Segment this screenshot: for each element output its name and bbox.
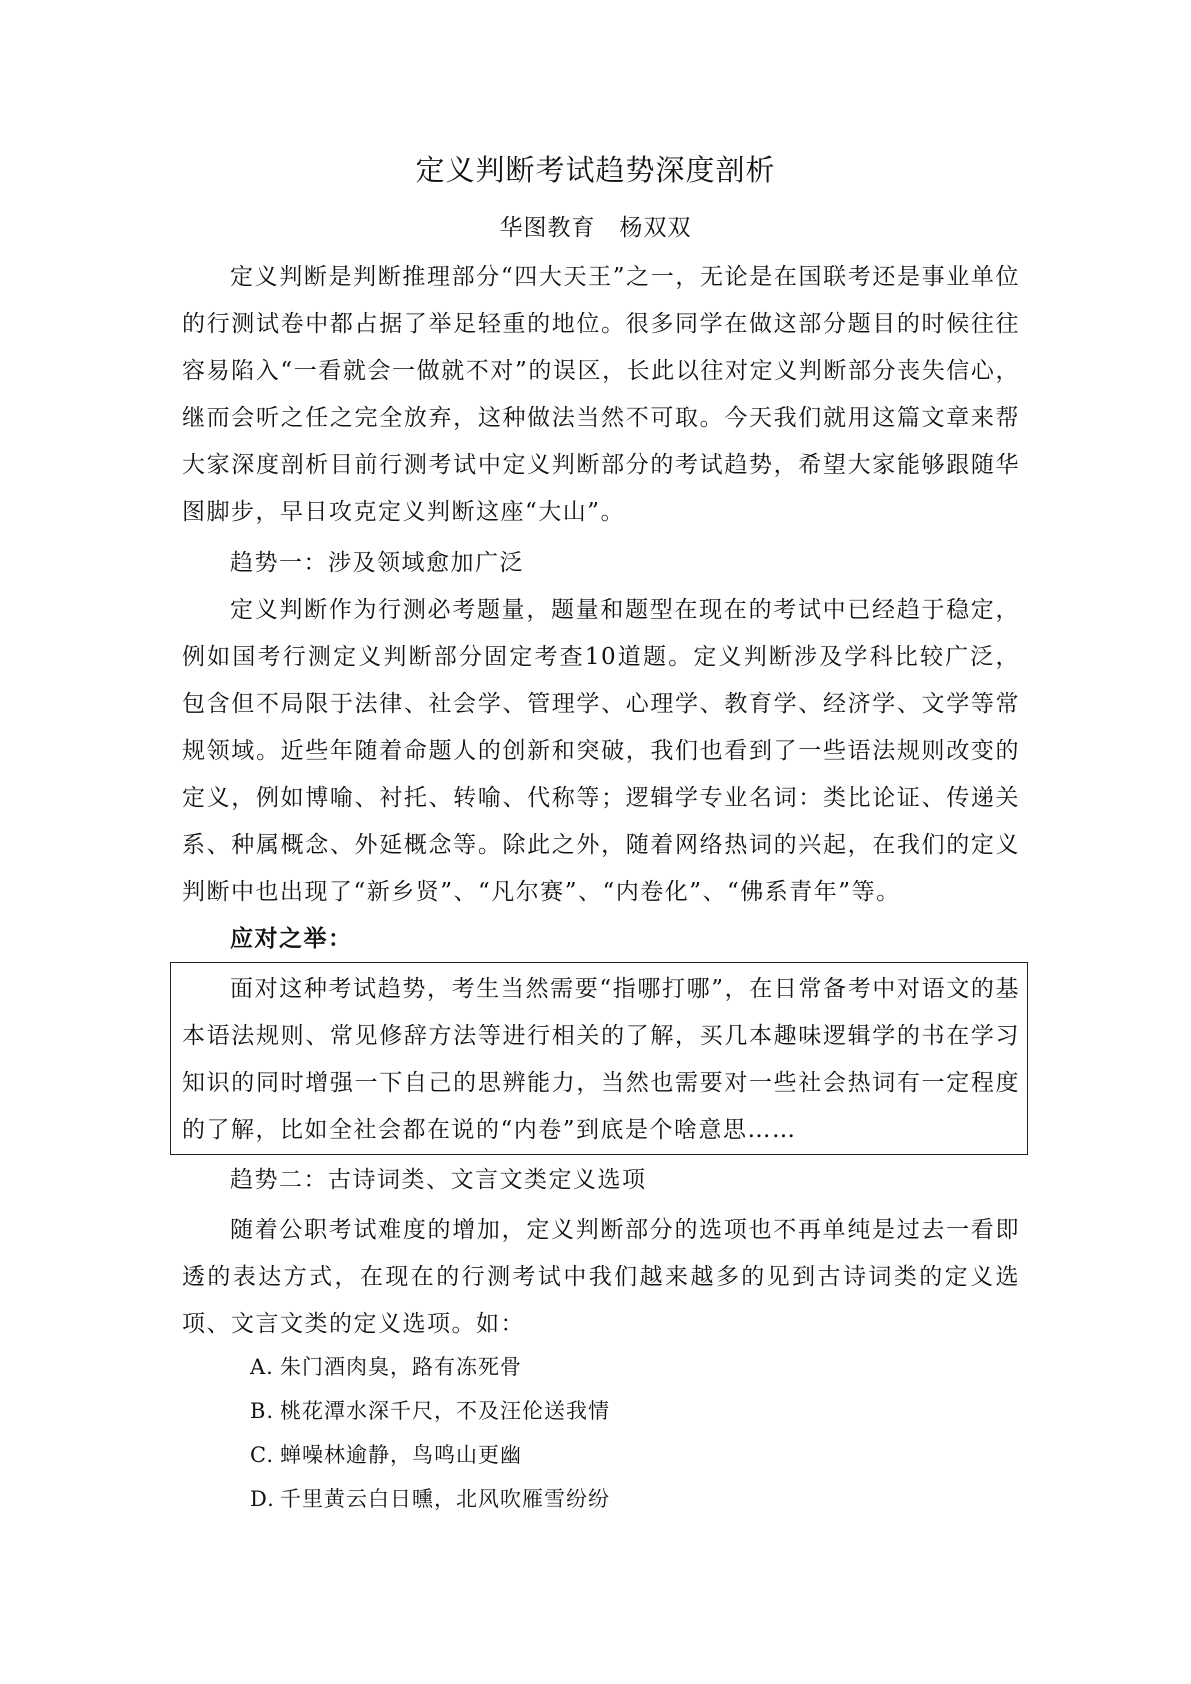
trend1-heading: 趋势一：涉及领域愈加广泛: [230, 550, 524, 576]
byline-organization: 华图教育: [499, 215, 596, 241]
response-label: 应对之举：: [230, 925, 353, 952]
response-paragraph: 面对这种考试趋势，考生当然需要“指哪打哪”，在日常备考中对语文的基本语法规则、常见修辞方法等进行相关的了解，买几本趣味逻辑学的书在学习知识的同时增强一下自己的思辨能力，当然也需要对一些社会热词有一定程度的了解，比如全社会都在说的“内卷”到底是个啥意思……: [182, 976, 1020, 1143]
example-options-list: [250, 1345, 950, 1521]
intro-paragraph: 定义判断是判断推理部分“四大天王”之一，无论是在国联考还是事业单位的行测试卷中都占据了举足轻重的地位。很多同学在做这部分题目的时候往往容易陷入“一看就会一做就不对”的误区，长此以往对定义判断部分丧失信心，继而会听之任之完全放弃，这种做法当然不可取。今天我们就用这篇文章来帮大家深度剖析目前行测考试中定义判断部分的考试趋势，希望大家能够跟随华图脚步，早日攻克定义判断这座“大山”。: [182, 264, 1020, 525]
option-item: [250, 1433, 950, 1477]
trend1-paragraph: 定义判断作为行测必考题量，题量和题型在现在的考试中已经趋于稳定，例如国考行测定义判断部分固定考查10道题。定义判断涉及学科比较广泛，包含但不局限于法律、社会学、管理学、心理学、教育学、经济学、文学等常规领域。近些年随着命题人的创新和突破，我们也看到了一些语法规则改变的定义，例如博喻、衬托、转喻、代称等；逻辑学专业名词：类比论证、传递关系、种属概念、外延概念等。除此之外，随着网络热词的兴起，在我们的定义判断中也出现了“新乡贤”、“凡尔赛”、“内卷化”、“佛系青年”等。: [182, 597, 1020, 905]
option-item: [250, 1345, 950, 1389]
option-text: 朱门酒肉臭，路有冻死骨: [280, 1355, 522, 1379]
option-text: 千里黄云白日曛，北风吹雁雪纷纷: [280, 1487, 610, 1511]
byline-author: 杨双双: [619, 215, 692, 241]
byline: [0, 212, 1191, 244]
option-letter: A.: [250, 1355, 274, 1379]
option-letter: B.: [250, 1399, 275, 1423]
option-letter: C.: [250, 1443, 274, 1467]
trend2-heading: 趋势二：古诗词类、文言文类定义选项: [230, 1167, 647, 1193]
option-item: [250, 1389, 950, 1433]
option-text: 蝉噪林逾静，鸟鸣山更幽: [280, 1443, 522, 1467]
option-letter: D.: [250, 1487, 275, 1511]
option-item: [250, 1477, 950, 1521]
option-text: 桃花潭水深千尺，不及汪伦送我情: [280, 1399, 610, 1423]
trend2-paragraph: 随着公职考试难度的增加，定义判断部分的选项也不再单纯是过去一看即透的表达方式，在现在的行测考试中我们越来越多的见到古诗词类的定义选项、文言文类的定义选项。如：: [182, 1217, 1020, 1337]
document-title: 定义判断考试趋势深度剖析: [415, 153, 776, 187]
